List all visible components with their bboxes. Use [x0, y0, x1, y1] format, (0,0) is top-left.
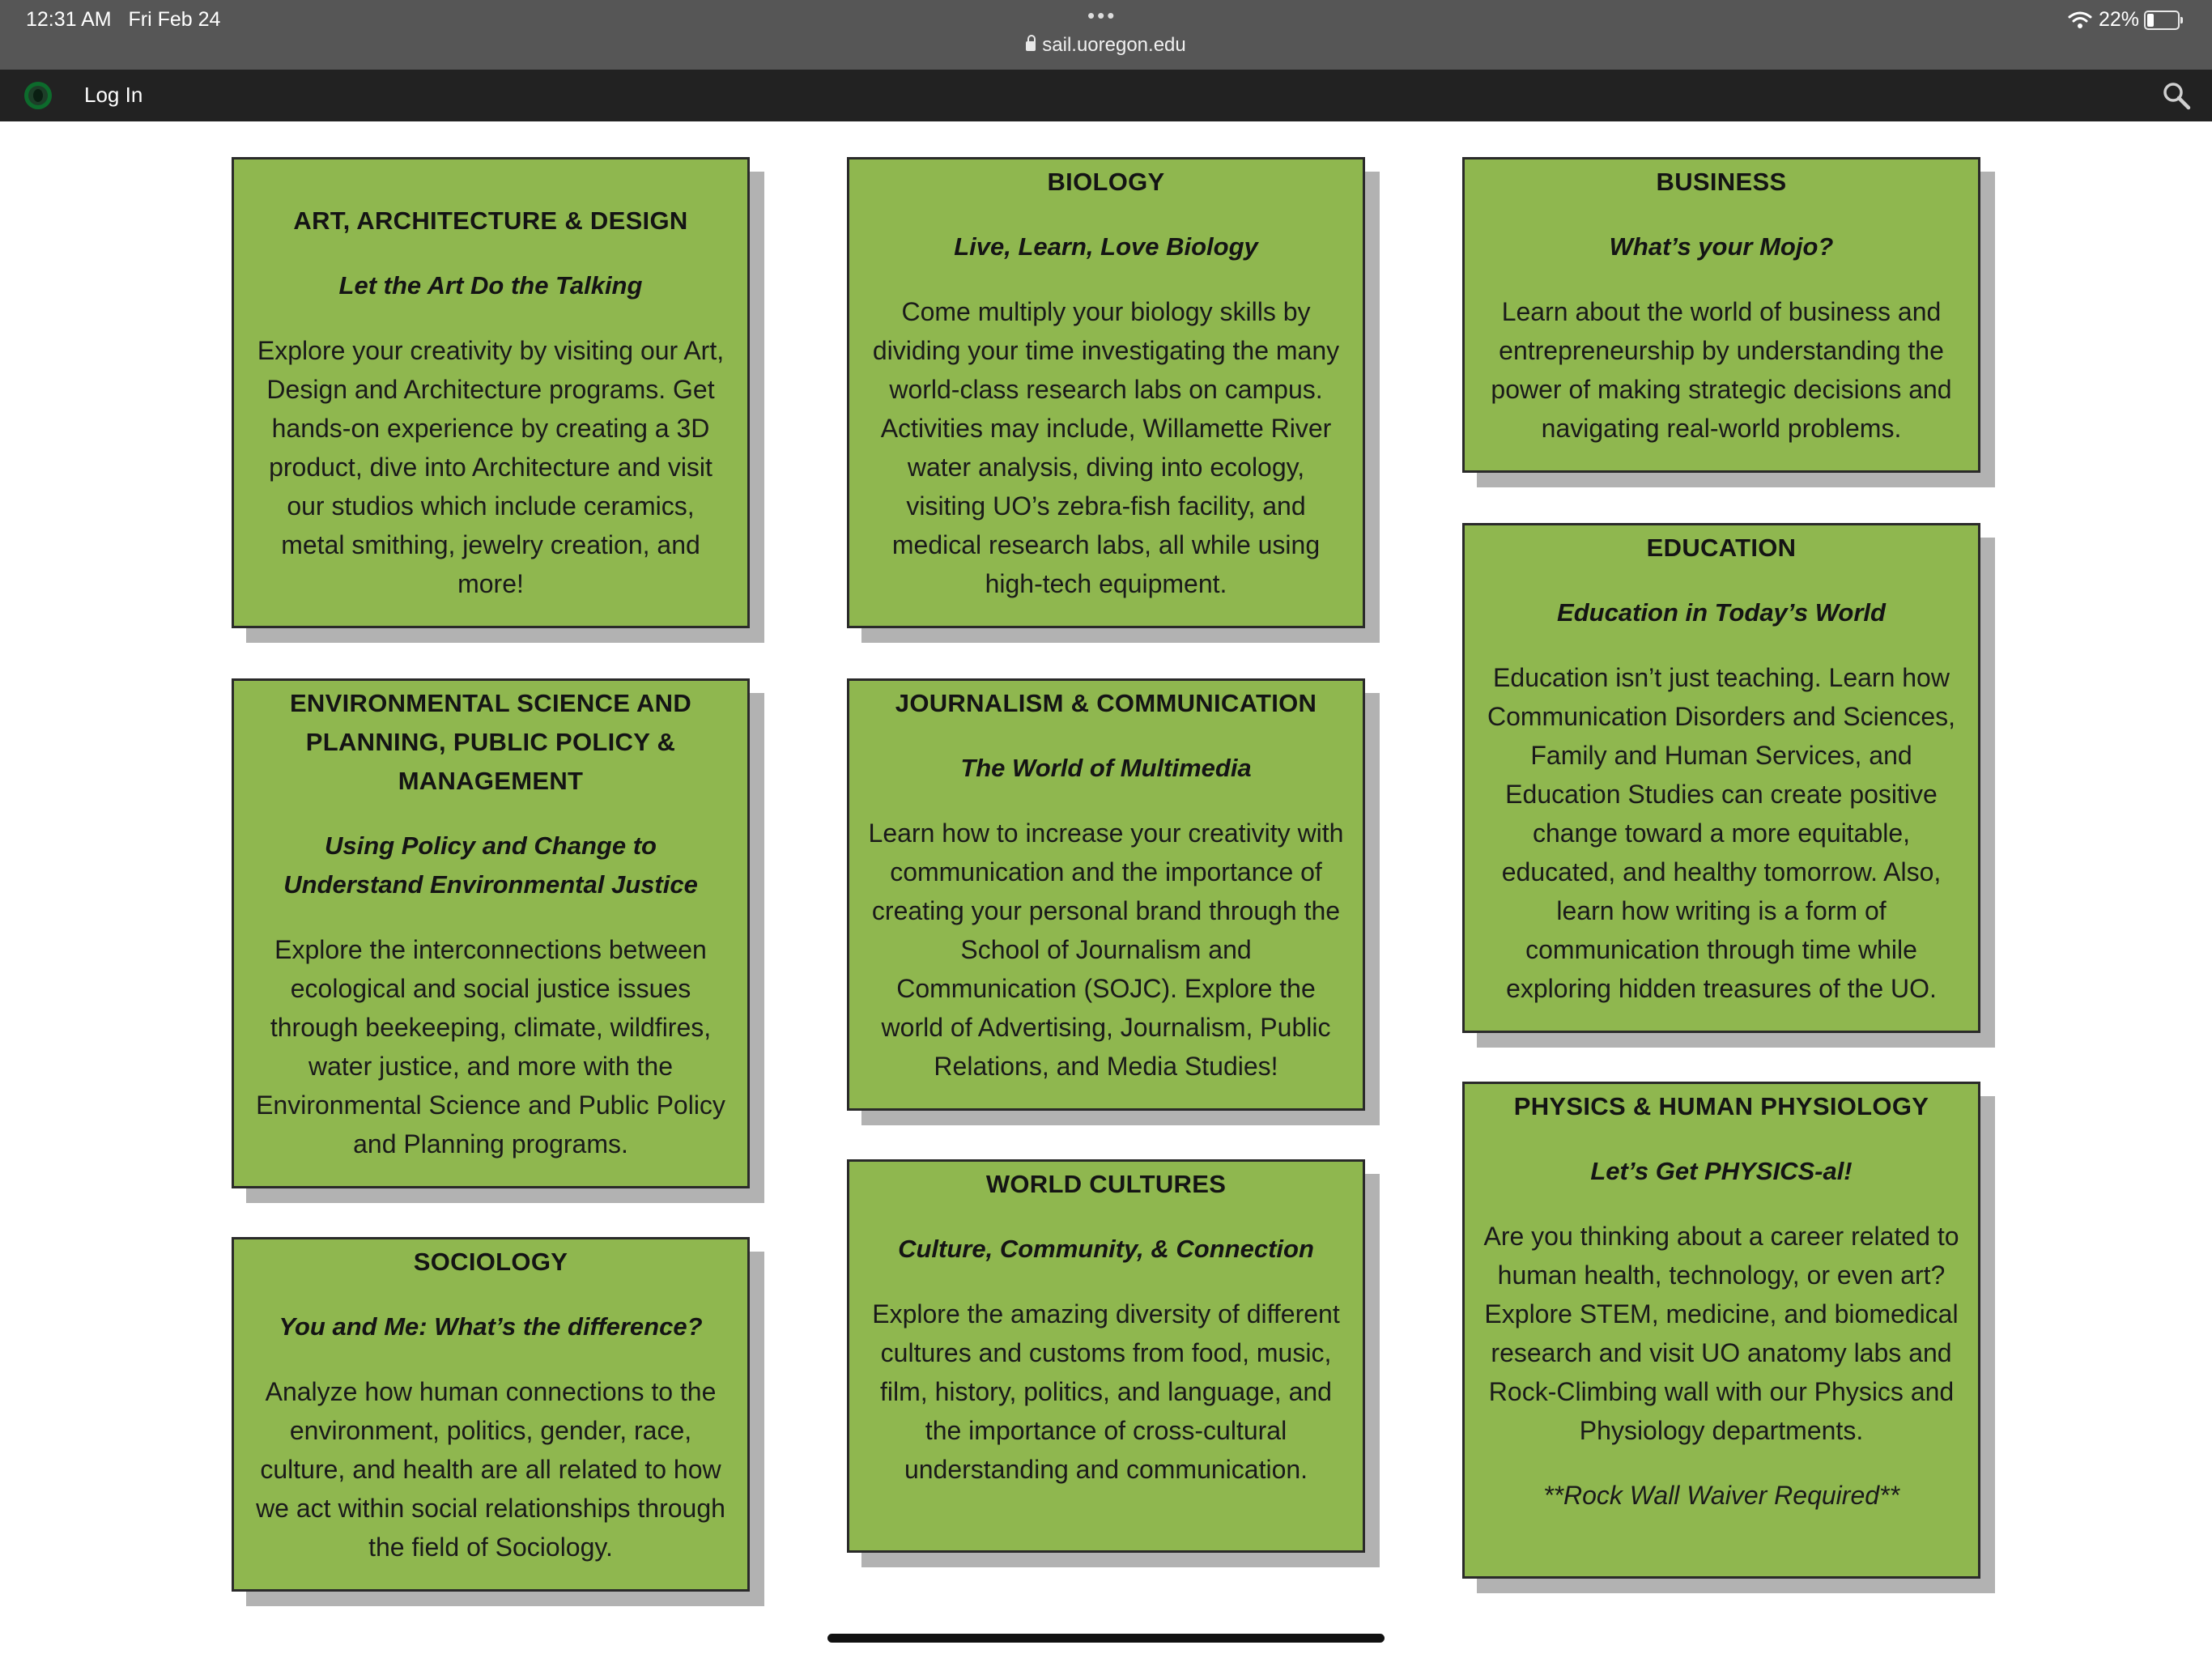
card-subtitle: You and Me: What’s the difference? [279, 1312, 703, 1341]
card-environmental-science [232, 678, 750, 1188]
search-icon[interactable] [2162, 81, 2191, 110]
card-body: Analyze how human connections to the environment, politics, gender, race, culture, and health are all related to how we act within social relationships through the field of Sociology. [256, 1377, 725, 1562]
card-face [1462, 523, 1980, 1033]
card-title: SOCIOLOGY [413, 1248, 568, 1276]
card-physics-human-physiology [1462, 1082, 1980, 1579]
card-body: Education isn’t just teaching. Learn how Communication Disorders and Sciences, Family and Human Services, and Education Studies can create positive change toward a more equitable, educated, and healthy tomorrow. Also, learn how writing is a form of communication through time while exploring hidden treasures of the UO. [1487, 663, 1956, 1003]
card-face [1462, 1082, 1980, 1579]
uo-logo-icon[interactable] [24, 82, 52, 109]
card-title: EDUCATION [1646, 534, 1797, 562]
card-title: PHYSICS & HUMAN PHYSIOLOGY [1513, 1092, 1929, 1120]
card-face [847, 1159, 1365, 1553]
card-title: WORLD CULTURES [985, 1170, 1227, 1198]
more-dots-icon[interactable]: ••• [1087, 3, 1117, 28]
card-body: Explore the amazing diversity of different cultures and customs from food, music, film, history, politics, and language, and the importance of cross-cultural understanding and communication. [872, 1299, 1340, 1484]
status-bar [0, 0, 2212, 70]
card-education [1462, 523, 1980, 1033]
card-face [847, 157, 1365, 628]
status-right [2068, 8, 2180, 32]
status-time: 12:31 AM Fri Feb 24 [26, 8, 221, 31]
login-link[interactable]: Log In [84, 83, 143, 107]
card-body: Explore the interconnections between ecological and social justice issues through beekeeping, climate, wildfires, water justice, and more with the Environmental Science and Public Policy and Planning programs. [256, 935, 725, 1158]
card-biology [847, 157, 1365, 628]
card-face [232, 157, 750, 628]
card-note: **Rock Wall Waiver Required** [1543, 1481, 1899, 1510]
card-title: JOURNALISM & COMMUNICATION [895, 689, 1317, 717]
card-body: Are you thinking about a career related to human health, technology, or even art? Explore STEM, medicine, and biomedical research and visit UO anatomy labs and Rock-Climbing wall with our Physics and Physiology departments. [1483, 1222, 1959, 1445]
card-art-architecture-design [232, 157, 750, 628]
card-business [1462, 157, 1980, 473]
card-face [1462, 157, 1980, 473]
card-world-cultures [847, 1159, 1365, 1553]
card-title: BIOLOGY [1047, 168, 1165, 196]
card-subtitle: Culture, Community, & Connection [898, 1235, 1314, 1263]
card-face [232, 678, 750, 1188]
card-journalism-communication [847, 678, 1365, 1111]
card-sociology [232, 1237, 750, 1592]
card-title: ENVIRONMENTAL SCIENCE AND PLANNING, PUBLIC POLICY & MANAGEMENT [289, 689, 692, 795]
card-title: ART, ARCHITECTURE & DESIGN [293, 206, 688, 235]
card-body: Explore your creativity by visiting our Art, Design and Architecture programs. Get hands-on experience by creating a 3D product, dive into Architecture and visit our studios which include ceramics, metal smithing, jewelry creation, and more! [257, 336, 725, 598]
card-subtitle: The World of Multimedia [960, 754, 1252, 782]
card-subtitle: Using Policy and Change to Understand Environmental Justice [283, 831, 698, 899]
card-face [232, 1237, 750, 1592]
card-body: Learn about the world of business and entrepreneurship by understanding the power of making strategic decisions and navigating real-world problems. [1491, 297, 1952, 443]
site-navbar [0, 70, 2212, 121]
card-body: Learn how to increase your creativity with communication and the importance of creating your personal brand through the School of Journalism and Communication (SOJC). Explore the world of Advertising, Journalism, Public Relations, and Media Studies! [868, 818, 1344, 1081]
card-body: Come multiply your biology skills by dividing your time investigating the many world-class research labs on campus. Activities may include, Willamette River water analysis, diving into ecology, visiting UO’s zebra-fish facility, and medical research labs, all while using high-tech equipment. [872, 297, 1340, 598]
wifi-icon [2068, 11, 2092, 29]
card-face [847, 678, 1365, 1111]
home-indicator[interactable] [827, 1634, 1385, 1643]
card-subtitle: Education in Today’s World [1557, 598, 1886, 627]
card-subtitle: Let’s Get PHYSICS-al! [1590, 1157, 1853, 1185]
url-text: sail.uoregon.edu [1042, 34, 1186, 56]
card-title: BUSINESS [1656, 168, 1787, 196]
battery-icon [2144, 11, 2180, 30]
url-bar[interactable] [0, 34, 2212, 57]
card-subtitle: What’s your Mojo? [1609, 232, 1834, 261]
battery-level [2147, 14, 2154, 27]
battery-percent: 22% [2098, 8, 2139, 31]
lock-icon [1026, 41, 1036, 51]
card-subtitle: Let the Art Do the Talking [338, 271, 643, 300]
card-subtitle: Live, Learn, Love Biology [954, 232, 1258, 261]
